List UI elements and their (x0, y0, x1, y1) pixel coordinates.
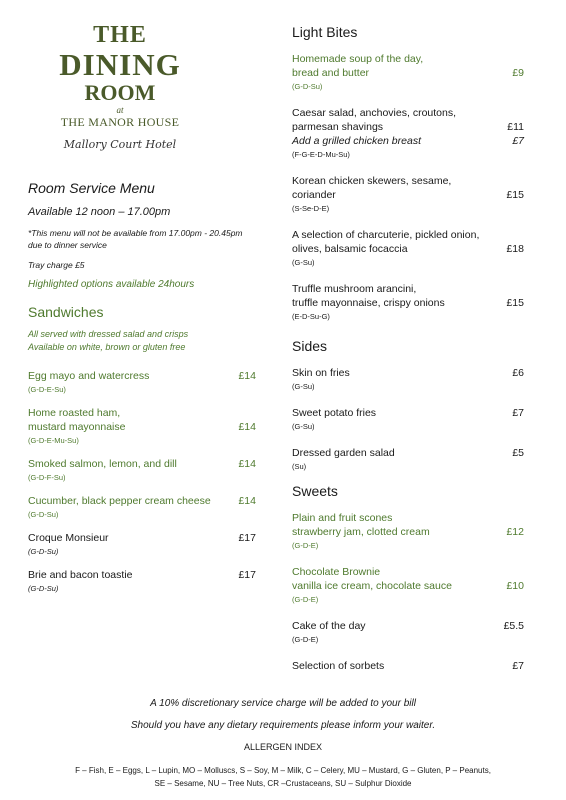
dietary-note: Should you have any dietary requirements please inform your waiter. (130, 720, 436, 731)
logo-at: at (116, 105, 124, 115)
item-price: £10 (506, 580, 524, 592)
item-name-line-2-text: mustard mayonnaise (28, 421, 126, 433)
item-price: £14 (238, 495, 256, 507)
menu-item-egg-mayo (28, 369, 256, 395)
menu-item-garden-salad (292, 446, 524, 472)
service-charge-note: A 10% discretionary service charge will be added to your bill (150, 698, 416, 709)
hotel-logo (40, 22, 200, 152)
item-name-line-2 (292, 120, 524, 134)
item-name-line-2 (292, 296, 524, 310)
right-column (292, 24, 524, 684)
item-name-line-2-text: coriander (292, 189, 336, 201)
item-name-line-2-text: olives, balsamic focaccia (292, 243, 408, 255)
left-column (28, 180, 256, 605)
menu-item-scones (292, 511, 524, 551)
sandwiches-subtitle (28, 328, 256, 354)
item-allergens: (G-D-E) (292, 541, 319, 550)
item-allergens: (G-Su) (292, 258, 315, 267)
item-name-line-2-text: bread and butter (292, 67, 370, 79)
item-addon-price: £7 (512, 135, 524, 147)
item-price: £14 (238, 421, 256, 433)
item-allergens: (G-Su) (292, 422, 315, 431)
item-name: Truffle mushroom arancini, (292, 283, 417, 295)
menu-item-arancini (292, 282, 524, 322)
item-name: Smoked salmon, lemon, and dill (28, 458, 177, 470)
logo-the: THE (93, 22, 147, 48)
service-note: *This menu will not be available from 17.00pm - 20.45pm due to dinner service (28, 228, 243, 250)
item-price: £5 (512, 447, 524, 459)
item-name-line-2-text: truffle mayonnaise, crispy onions (292, 297, 445, 309)
allergen-index-title: ALLERGEN INDEX (243, 742, 323, 752)
item-name: Plain and fruit scones (292, 512, 393, 524)
highlight-note: Highlighted options available 24hours (28, 279, 195, 290)
menu-item-sweet-potato-fries (292, 406, 524, 432)
item-name: Home roasted ham, (28, 407, 121, 419)
item-price: £12 (506, 526, 524, 538)
item-name-line-2 (292, 66, 524, 80)
item-name: Caesar salad, anchovies, croutons, (292, 107, 457, 119)
logo-hotel-name: Mallory Court Hotel (63, 138, 177, 151)
item-name: Croque Monsieur (28, 532, 109, 544)
item-price: £7 (512, 407, 524, 419)
menu-title: Room Service Menu (28, 180, 155, 196)
item-allergens: (G-D-E) (292, 635, 319, 644)
item-allergens: (Su) (292, 462, 307, 471)
menu-item-cucumber (28, 494, 256, 520)
menu-item-korean-chicken (292, 174, 524, 214)
item-name-line-2 (28, 420, 256, 434)
item-name: Chocolate Brownie (292, 566, 381, 578)
logo-manor-house: THE MANOR HOUSE (60, 115, 180, 129)
logo-room: ROOM (84, 80, 156, 105)
item-name: Korean chicken skewers, sesame, (292, 175, 452, 187)
item-name: Homemade soup of the day, (292, 53, 424, 65)
item-name: Cake of the day (292, 620, 366, 632)
item-price: £17 (238, 532, 256, 544)
menu-item-brownie (292, 565, 524, 605)
item-price: £9 (512, 67, 524, 79)
item-name: A selection of charcuterie, pickled onion, (292, 229, 480, 241)
item-allergens: (G-D-F-Su) (28, 473, 66, 482)
section-title-sweets: Sweets (292, 483, 338, 499)
item-name-line-2-text: vanilla ice cream, chocolate sauce (292, 580, 452, 592)
item-price: £11 (507, 121, 524, 133)
menu-item-smoked-salmon (28, 457, 256, 483)
section-title-sandwiches: Sandwiches (28, 304, 104, 320)
section-title-sides: Sides (292, 338, 328, 354)
item-allergens: (S-Se-D-E) (292, 204, 330, 213)
tray-charge: Tray charge £5 (28, 260, 85, 270)
availability-text: Available 12 noon – 17.00pm (28, 206, 171, 218)
item-name: Skin on fries (292, 367, 350, 379)
item-allergens: (F-G-E-D-Mu-Su) (292, 150, 350, 159)
menu-item-caesar-salad (292, 106, 524, 160)
item-allergens: (G-Su) (292, 382, 315, 391)
menu-item-skin-on-fries (292, 366, 524, 392)
item-name: Sweet potato fries (292, 407, 377, 419)
item-allergens: (G-D-Su) (292, 82, 323, 91)
item-price: £15 (506, 189, 524, 201)
item-allergens: (G-D-E-Mu-Su) (28, 436, 79, 445)
logo-dining: DINING (59, 47, 181, 82)
item-price: £14 (238, 370, 256, 382)
menu-item-sorbets (292, 659, 524, 673)
item-allergens: (G-D-Su) (28, 584, 59, 593)
item-allergens: (G-D-E) (292, 595, 319, 604)
item-name: Brie and bacon toastie (28, 569, 133, 581)
allergen-index: F – Fish, E – Eggs, L – Lupin, MO – Molluscs, S – Soy, M – Milk, C – Celery, MU – Mustard, G – Gluten, P – Peanuts, SE – Sesame, NU – Tree Nuts, CR –Crustaceans, SU – Sulphur Dioxide (75, 766, 491, 788)
item-name: Cucumber, black pepper cream cheese (28, 495, 211, 507)
item-name: Selection of sorbets (292, 660, 385, 672)
item-price: £17 (238, 569, 256, 581)
item-name-line-2-text: parmesan shavings (292, 121, 384, 133)
item-allergens: (G-D-Su) (28, 510, 59, 519)
section-title-light-bites: Light Bites (292, 24, 358, 40)
item-name-line-2 (292, 242, 524, 256)
item-name: Dressed garden salad (292, 447, 395, 459)
menu-item-home-roasted-ham (28, 406, 256, 446)
menu-item-soup (292, 52, 524, 92)
item-price: £14 (238, 458, 256, 470)
item-name-line-2 (292, 579, 524, 593)
item-allergens: (G-D-E-Su) (28, 385, 66, 394)
item-price: £18 (506, 243, 524, 255)
item-price: £15 (506, 297, 524, 309)
menu-item-croque-monsieur (28, 531, 256, 557)
item-price: £7 (512, 660, 524, 672)
item-allergens: (E-D-Su-G) (292, 312, 330, 321)
menu-item-charcuterie (292, 228, 524, 268)
item-name: Egg mayo and watercress (28, 370, 150, 382)
item-price: £6 (512, 367, 524, 379)
menu-item-brie-bacon (28, 568, 256, 594)
item-name-line-2-text: strawberry jam, clotted cream (292, 526, 430, 538)
item-addon (292, 134, 524, 148)
sandwiches-sub-line-2: Available on white, brown or gluten free (28, 342, 186, 352)
menu-item-cake-of-the-day (292, 619, 524, 645)
item-name-line-2 (292, 188, 524, 202)
item-addon-text: Add a grilled chicken breast (292, 135, 421, 147)
item-name-line-2 (292, 525, 524, 539)
item-price: £5.5 (503, 620, 524, 632)
item-allergens: (G-D-Su) (28, 547, 59, 556)
sandwiches-sub-line-1: All served with dressed salad and crisps (28, 329, 189, 339)
